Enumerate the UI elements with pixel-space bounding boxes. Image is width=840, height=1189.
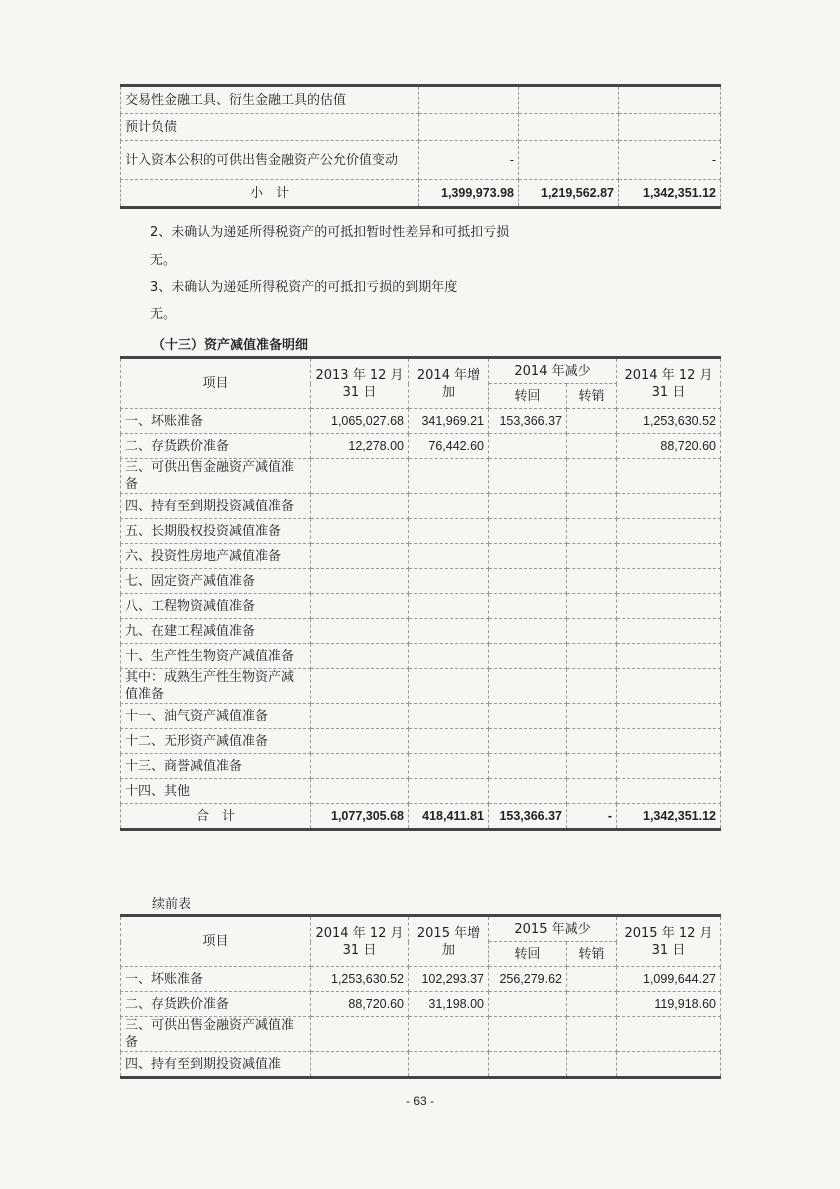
cell-value: 119,918.60	[617, 992, 721, 1017]
table-row	[121, 434, 721, 459]
table-row	[121, 494, 721, 519]
cell-value	[311, 729, 409, 754]
header-opening: 2013 年 12 月 31 日	[311, 358, 409, 409]
cell-value	[619, 86, 721, 114]
paragraph-3-value: 无。	[150, 307, 177, 322]
cell-value	[489, 569, 567, 594]
cell-value: 88,720.60	[311, 992, 409, 1017]
cell-value	[409, 669, 489, 704]
cell-value	[567, 967, 617, 992]
cell-value	[489, 494, 567, 519]
header-closing: 2014 年 12 月 31 日	[617, 358, 721, 409]
cell-value	[519, 141, 619, 180]
row-label: 二、存货跌价准备	[121, 434, 311, 459]
cell-value	[567, 754, 617, 779]
header-item: 项目	[121, 916, 311, 967]
cell-value	[409, 519, 489, 544]
cell-value	[617, 1052, 721, 1078]
cell-value	[409, 1052, 489, 1078]
impairment-table-2015	[120, 914, 721, 1079]
row-label: 八、工程物资减值准备	[121, 594, 311, 619]
cell-value	[311, 494, 409, 519]
cell-value	[617, 594, 721, 619]
cell-value	[311, 669, 409, 704]
cell-value	[567, 619, 617, 644]
paragraph-2-value: 无。	[150, 253, 177, 268]
cell-value	[489, 992, 567, 1017]
cell-value	[311, 644, 409, 669]
table-row	[121, 669, 721, 704]
cell-value	[619, 114, 721, 141]
cell-value	[311, 619, 409, 644]
cell-value: 1,253,630.52	[311, 967, 409, 992]
cell-value	[617, 519, 721, 544]
row-label: 交易性金融工具、衍生金融工具的估值	[121, 86, 419, 114]
table-row	[121, 619, 721, 644]
row-label: 三、可供出售金融资产减值准备	[121, 459, 311, 494]
row-label: 十一、油气资产减值准备	[121, 704, 311, 729]
table-row	[121, 779, 721, 804]
cell-value	[311, 1017, 409, 1052]
cell-value	[567, 409, 617, 434]
header-increase: 2014 年增加	[409, 358, 489, 409]
cell-value	[489, 669, 567, 704]
cell-value	[567, 729, 617, 754]
table-row	[121, 644, 721, 669]
cell-value	[419, 114, 519, 141]
subtotal-label: 小 计	[121, 180, 419, 208]
cell-value	[311, 519, 409, 544]
section-title: （十三）资产减值准备明细	[152, 338, 309, 353]
cell-value: 1,099,644.27	[617, 967, 721, 992]
cell-value	[489, 704, 567, 729]
cell-value: 88,720.60	[617, 434, 721, 459]
table-row	[121, 594, 721, 619]
row-label: 其中：成熟生产性生物资产减值准备	[121, 669, 311, 704]
cell-value	[567, 1052, 617, 1078]
table-row	[121, 141, 721, 180]
impairment-table-2014	[120, 356, 721, 831]
cell-value	[617, 704, 721, 729]
row-label: 九、在建工程减值准备	[121, 619, 311, 644]
table-row	[121, 409, 721, 434]
cell-value	[409, 704, 489, 729]
cell-value: 1,342,351.12	[617, 804, 721, 830]
cell-value	[617, 619, 721, 644]
cell-value: 341,969.21	[409, 409, 489, 434]
header-row	[121, 358, 721, 384]
cell-value	[489, 729, 567, 754]
cell-value	[617, 669, 721, 704]
header-writeoff: 转销	[567, 384, 617, 409]
cell-value	[617, 459, 721, 494]
cell-value	[311, 704, 409, 729]
header-closing: 2015 年 12 月 31 日	[617, 916, 721, 967]
table-row	[121, 519, 721, 544]
cell-value	[617, 729, 721, 754]
cell-value	[617, 779, 721, 804]
cell-value: 12,278.00	[311, 434, 409, 459]
cell-value	[489, 1017, 567, 1052]
table-row	[121, 544, 721, 569]
cell-value	[489, 544, 567, 569]
paragraph-2: 2、未确认为递延所得税资产的可抵扣暂时性差异和可抵扣亏损	[150, 225, 510, 240]
continued-label: 续前表	[152, 897, 192, 912]
cell-value: 153,366.37	[489, 409, 567, 434]
total-row	[121, 804, 721, 830]
cell-value	[489, 754, 567, 779]
cell-value	[519, 86, 619, 114]
table-row	[121, 86, 721, 114]
table-row	[121, 114, 721, 141]
cell-value	[489, 1052, 567, 1078]
cell-value: 1,253,630.52	[617, 409, 721, 434]
cell-value: 31,198.00	[409, 992, 489, 1017]
cell-value	[489, 644, 567, 669]
cell-value	[311, 544, 409, 569]
table-row	[121, 459, 721, 494]
cell-value	[409, 644, 489, 669]
row-label: 三、可供出售金融资产减值准备	[121, 1017, 311, 1052]
page-number: - 63 -	[405, 1094, 434, 1108]
cell-value	[489, 619, 567, 644]
row-label: 十四、其他	[121, 779, 311, 804]
cell-value	[617, 544, 721, 569]
header-row	[121, 916, 721, 942]
cell-value: -	[567, 804, 617, 830]
cell-value	[567, 992, 617, 1017]
cell-value	[567, 519, 617, 544]
row-label: 计入资本公积的可供出售金融资产公允价值变动	[121, 141, 419, 180]
header-reversal: 转回	[489, 384, 567, 409]
cell-value	[419, 86, 519, 114]
cell-value	[567, 494, 617, 519]
header-decrease: 2014 年减少	[489, 358, 617, 384]
table-row	[121, 967, 721, 992]
cell-value: 1,077,305.68	[311, 804, 409, 830]
header-increase: 2015 年增加	[409, 916, 489, 967]
cell-value	[567, 669, 617, 704]
cell-value	[409, 569, 489, 594]
cell-value	[567, 594, 617, 619]
cell-value	[311, 754, 409, 779]
row-label: 预计负债	[121, 114, 419, 141]
cell-value	[311, 459, 409, 494]
row-label: 十二、无形资产减值准备	[121, 729, 311, 754]
cell-value: 418,411.81	[409, 804, 489, 830]
cell-value	[489, 459, 567, 494]
row-label: 十三、商誉减值准备	[121, 754, 311, 779]
cell-value: 1,219,562.87	[519, 180, 619, 208]
cell-value	[567, 459, 617, 494]
row-label: 一、坏账准备	[121, 967, 311, 992]
header-writeoff: 转销	[567, 942, 617, 967]
cell-value	[617, 1017, 721, 1052]
table-row	[121, 754, 721, 779]
row-label: 二、存货跌价准备	[121, 992, 311, 1017]
cell-value	[409, 459, 489, 494]
row-label: 四、持有至到期投资减值准	[121, 1052, 311, 1078]
cell-value	[567, 544, 617, 569]
cell-value: -	[419, 141, 519, 180]
cell-value	[409, 619, 489, 644]
table-row	[121, 1017, 721, 1052]
cell-value: 102,293.37	[409, 967, 489, 992]
cell-value	[617, 494, 721, 519]
subtotal-row	[121, 180, 721, 208]
row-label: 六、投资性房地产减值准备	[121, 544, 311, 569]
deferred-tax-table	[120, 84, 721, 209]
cell-value	[567, 1017, 617, 1052]
cell-value: 76,442.60	[409, 434, 489, 459]
table-row	[121, 1052, 721, 1078]
table-row	[121, 729, 721, 754]
header-decrease: 2015 年减少	[489, 916, 617, 942]
cell-value: 1,399,973.98	[419, 180, 519, 208]
cell-value	[519, 114, 619, 141]
row-label: 四、持有至到期投资减值准备	[121, 494, 311, 519]
cell-value	[311, 594, 409, 619]
cell-value	[409, 594, 489, 619]
cell-value	[567, 779, 617, 804]
cell-value	[567, 569, 617, 594]
cell-value	[617, 569, 721, 594]
row-label: 一、坏账准备	[121, 409, 311, 434]
cell-value	[311, 569, 409, 594]
cell-value	[567, 704, 617, 729]
cell-value	[409, 1017, 489, 1052]
cell-value	[489, 779, 567, 804]
paragraph-3: 3、未确认为递延所得税资产的可抵扣亏损的到期年度	[150, 280, 458, 295]
cell-value	[409, 729, 489, 754]
cell-value	[409, 494, 489, 519]
cell-value	[489, 519, 567, 544]
cell-value	[567, 434, 617, 459]
cell-value	[489, 434, 567, 459]
cell-value	[409, 754, 489, 779]
total-label: 合 计	[121, 804, 311, 830]
cell-value	[489, 594, 567, 619]
cell-value: 153,366.37	[489, 804, 567, 830]
cell-value	[617, 754, 721, 779]
row-label: 十、生产性生物资产减值准备	[121, 644, 311, 669]
header-opening: 2014 年 12 月 31 日	[311, 916, 409, 967]
table-row	[121, 992, 721, 1017]
cell-value: -	[619, 141, 721, 180]
table-row	[121, 569, 721, 594]
cell-value	[617, 644, 721, 669]
cell-value: 256,279.62	[489, 967, 567, 992]
header-reversal: 转回	[489, 942, 567, 967]
row-label: 五、长期股权投资减值准备	[121, 519, 311, 544]
cell-value	[409, 544, 489, 569]
cell-value: 1,065,027.68	[311, 409, 409, 434]
cell-value	[567, 644, 617, 669]
table-row	[121, 704, 721, 729]
cell-value: 1,342,351.12	[619, 180, 721, 208]
header-item: 项目	[121, 358, 311, 409]
cell-value	[311, 1052, 409, 1078]
row-label: 七、固定资产减值准备	[121, 569, 311, 594]
cell-value	[409, 779, 489, 804]
cell-value	[311, 779, 409, 804]
